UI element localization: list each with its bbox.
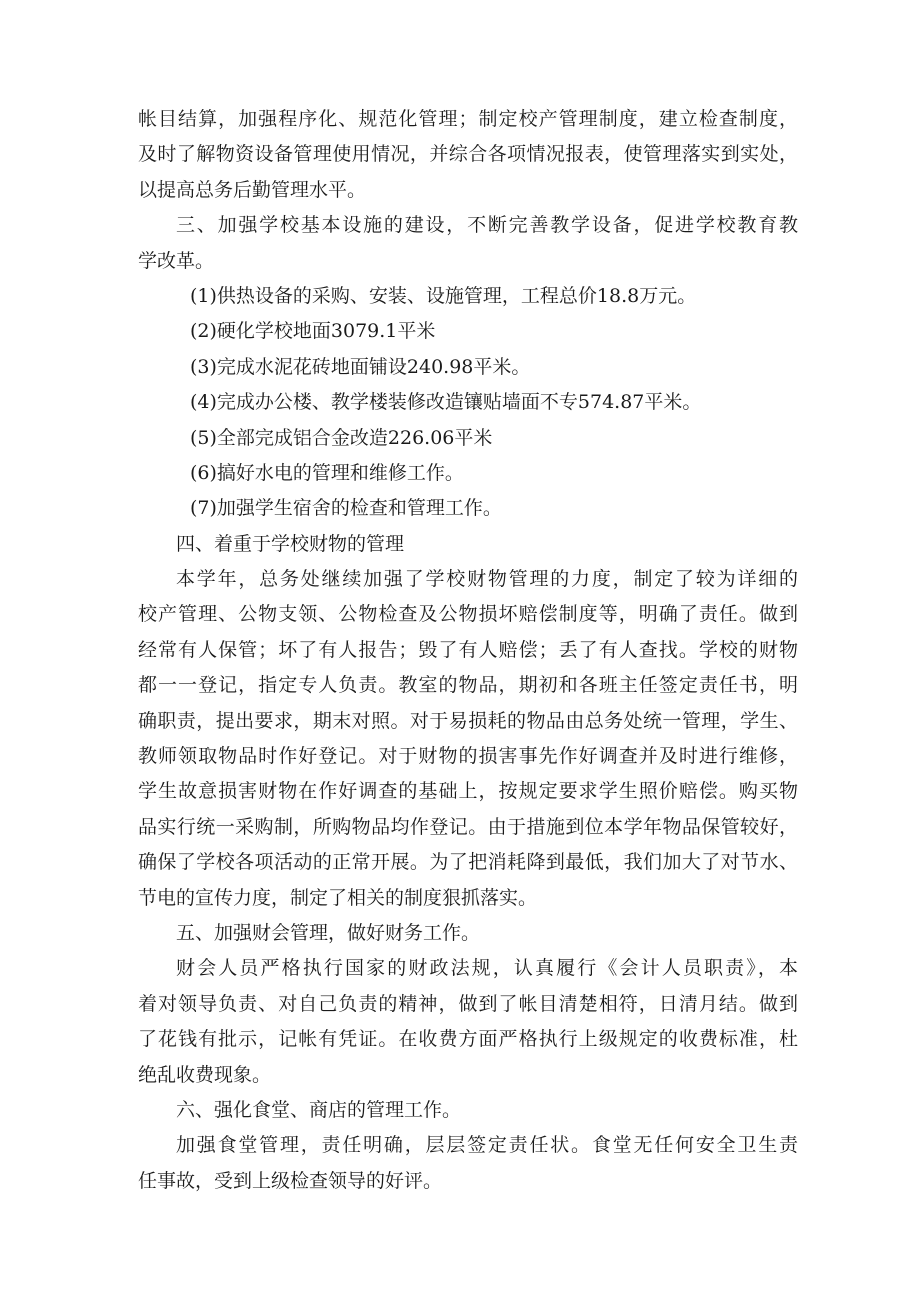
text-line: 品实行统一采购制，所购物品均作登记。由于措施到位本学年物品保管较好， (138, 815, 798, 838)
text-line: 了花钱有批示，记帐有凭证。在收费方面严格执行上级规定的收费标准，杜 (138, 1028, 798, 1051)
section-heading: 四、着重于学校财物的管理 (176, 532, 405, 555)
text-line: 都一一登记，指定专人负责。教室的物品，期初和各班主任签定责任书，明 (138, 674, 798, 697)
text-line: 以提高总务后勤管理水平。 (138, 178, 367, 201)
text-line: 确职责，提出要求，期末对照。对于易损耗的物品由总务处统一管理，学生、 (138, 709, 798, 732)
text-line: 经常有人保管；坏了有人报告；毁了有人赔偿；丢了有人查找。学校的财物 (138, 638, 798, 661)
list-item: (1)供热设备的采购、安装、设施管理，工程总价18.8万元。 (190, 284, 697, 307)
text-line: 着对领导负责、对自己负责的精神，做到了帐目清楚相符，日清月结。做到 (138, 992, 798, 1015)
text-line: 及时了解物资设备管理使用情况，并综合各项情况报表，使管理落实到实处， (138, 143, 798, 166)
text-line: 学改革。 (138, 249, 215, 272)
section-heading: 三、加强学校基本设施的建设，不断完善教学设备，促进学校教育教 (176, 214, 798, 237)
text-line: 节电的宣传力度，制定了相关的制度狠抓落实。 (138, 886, 538, 909)
section-heading: 五、加强财会管理，做好财务工作。 (176, 921, 481, 944)
text-line: 财会人员严格执行国家的财政法规，认真履行《会计人员职责》，本 (176, 957, 798, 980)
list-item: (3)完成水泥花砖地面铺设240.98平米。 (190, 355, 531, 378)
text-line: 校产管理、公物支领、公物检查及公物损坏赔偿制度等，明确了责任。做到 (138, 603, 798, 626)
text-line: 绝乱收费现象。 (138, 1063, 272, 1086)
text-line: 任事故，受到上级检查领导的好评。 (138, 1169, 443, 1192)
text-line: 教师领取物品时作好登记。对于财物的损害事先作好调查并及时进行维修， (138, 745, 798, 768)
text-line: 本学年，总务处继续加强了学校财物管理的力度，制定了较为详细的 (176, 568, 798, 591)
text-line: 确保了学校各项活动的正常开展。为了把消耗降到最低，我们加大了对节水、 (138, 851, 798, 874)
document-page (138, 102, 798, 1199)
text-line: 帐目结算，加强程序化、规范化管理；制定校产管理制度，建立检查制度， (138, 108, 798, 130)
list-item: (7)加强学生宿舍的检查和管理工作。 (190, 497, 502, 520)
text-line: 学生故意损害财物在作好调查的基础上，按规定要求学生照价赔偿。购买物 (138, 780, 798, 803)
text-line: 加强食堂管理，责任明确，层层签定责任状。食堂无任何安全卫生责 (176, 1134, 798, 1157)
list-item: (6)搞好水电的管理和维修工作。 (190, 461, 464, 484)
section-heading: 六、强化食堂、商店的管理工作。 (176, 1098, 462, 1121)
list-item: (5)全部完成铝合金改造226.06平米 (190, 426, 493, 449)
list-item: (2)硬化学校地面3079.1平米 (190, 320, 436, 343)
list-item: (4)完成办公楼、教学楼装修改造镶贴墙面不专574.87平米。 (190, 391, 702, 414)
